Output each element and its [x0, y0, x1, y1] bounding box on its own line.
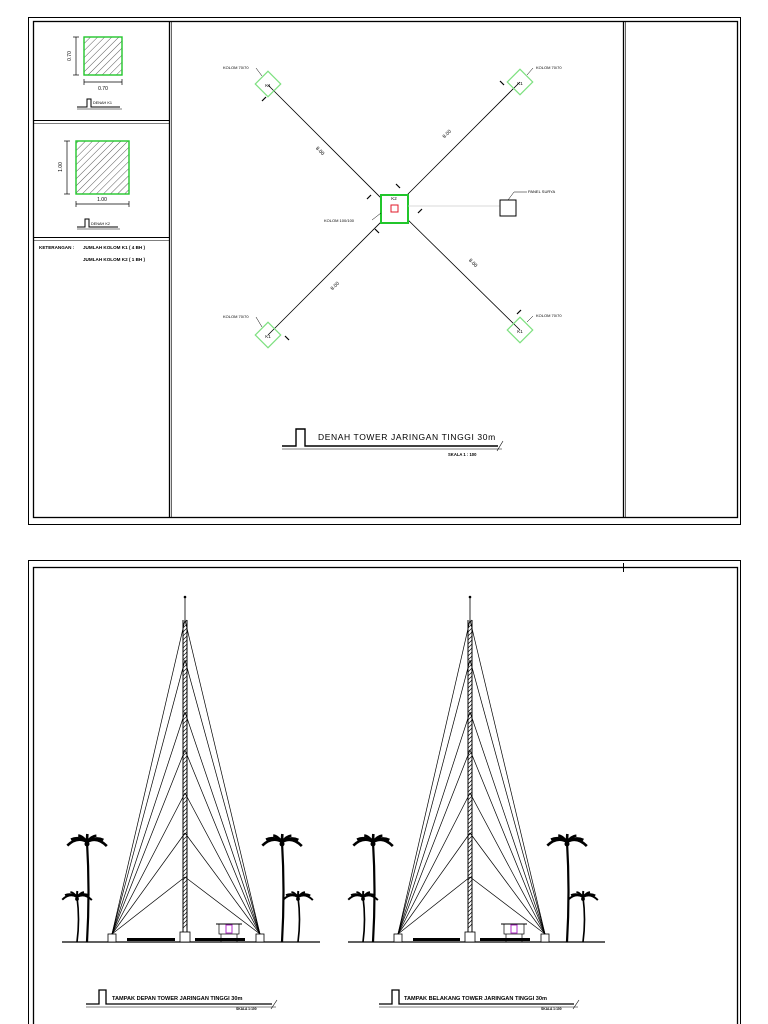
- k2-column-detail: [58, 141, 129, 229]
- back-title: TAMPAK BELAKANG TOWER JARINGAN TINGGI 30m: [404, 996, 547, 1002]
- kolom-label-br: KOLOM 70/70: [536, 313, 562, 318]
- plan-title-block: [282, 429, 503, 457]
- kolom-label-tl: KOLOM 70/70: [223, 65, 249, 70]
- k1-label-tr: K1: [517, 81, 523, 86]
- k2-dim-vertical: 1.00: [58, 162, 64, 172]
- keterangan-line-1: JUMLAH KOLOM K1 ( 4 BH ): [83, 245, 146, 250]
- k2-dim-horizontal: 1.00: [97, 197, 107, 203]
- front-title-block: [86, 990, 277, 1011]
- kolom-label-bl: KOLOM 70/70: [223, 314, 249, 319]
- sheet-border-inner: [34, 22, 738, 518]
- front-title: TAMPAK DEPAN TOWER JARINGAN TINGGI 30m: [112, 996, 243, 1002]
- plan-scale: SKALA 1 : 100: [448, 452, 477, 457]
- front-elevation-drawing: [62, 596, 320, 942]
- k1-caption: DENAH K1: [93, 101, 112, 105]
- keterangan-notes: [39, 245, 145, 262]
- dim-tr: 8.00: [441, 128, 453, 140]
- elevation-sheet: [0, 550, 768, 1024]
- sheet-border-inner: [34, 568, 738, 1024]
- sheet-border-outer: [29, 18, 741, 525]
- keterangan-line-2: JUMLAH KOLOM K2 ( 1 BH ): [83, 257, 146, 262]
- dim-tl: 8.00: [314, 145, 326, 157]
- keterangan-label: KETERANGAN :: [39, 245, 75, 250]
- panel-surya-label: PANEL SURYA: [528, 189, 556, 194]
- front-scale: SKALA 1:100: [236, 1007, 257, 1011]
- k1-dim-vertical: 0.70: [67, 51, 73, 61]
- k1-label-bl: K1: [265, 334, 271, 339]
- plan-title: DENAH TOWER JARINGAN TINGGI 30m: [318, 432, 496, 442]
- tower-plan-drawing: [223, 65, 562, 348]
- k2-caption: DENAH K2: [91, 222, 110, 226]
- dim-br: 8.00: [467, 257, 479, 269]
- back-title-block: [379, 990, 579, 1011]
- k1-label-tl: K1: [265, 83, 271, 88]
- kolom-center-label: KOLOM 100/100: [324, 218, 355, 223]
- k1-label-br: K1: [517, 329, 523, 334]
- dim-bl: 8.00: [329, 280, 341, 292]
- kolom-label-tr: KOLOM 70/70: [536, 65, 562, 70]
- back-scale: SKALA 1:100: [541, 1007, 562, 1011]
- k2-label: K2: [391, 196, 397, 201]
- sheet-border-outer: [29, 561, 741, 1024]
- k1-dim-horizontal: 0.70: [98, 86, 108, 92]
- k1-column-detail: [67, 37, 122, 109]
- back-elevation-drawing: [348, 596, 605, 942]
